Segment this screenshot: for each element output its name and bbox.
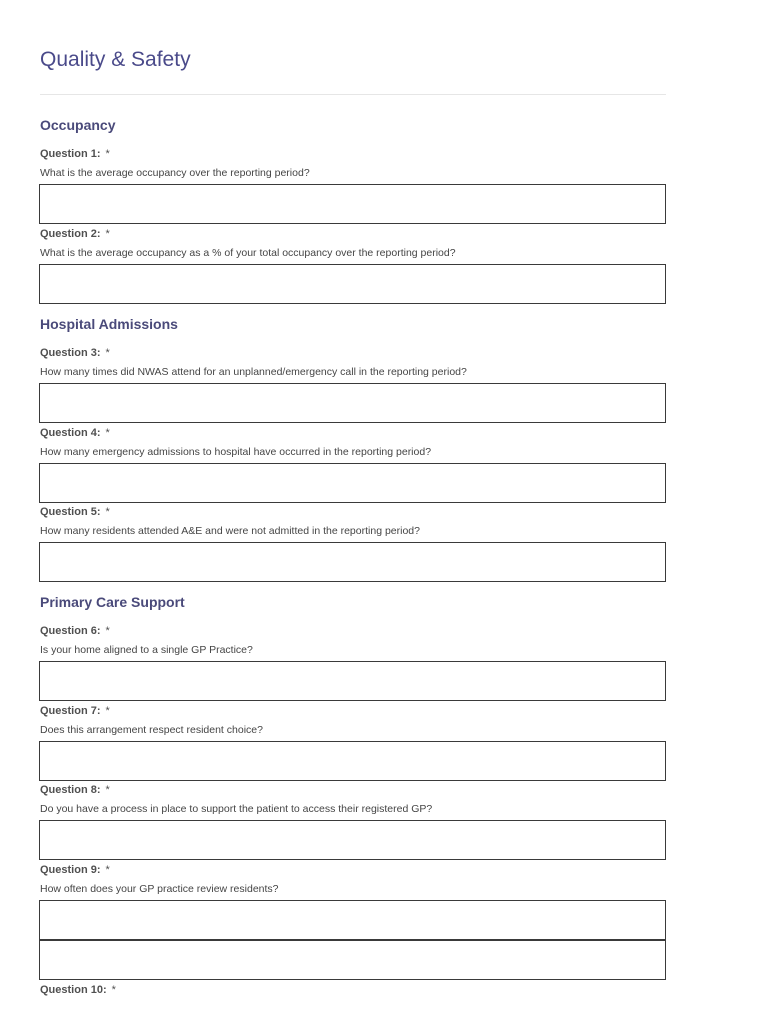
required-marker: * [105,625,110,637]
question-label-text: Question 8: [40,784,101,796]
required-marker: * [105,705,110,717]
question-2-answer-field[interactable] [39,264,666,304]
question-8-answer-field[interactable] [39,820,666,860]
question-7-text: Does this arrangement respect resident choice? [40,724,263,736]
question-label-text: Question 2: [40,228,101,240]
question-1-label [40,148,110,160]
question-3-answer-field[interactable] [39,383,666,423]
question-4-answer-field[interactable] [39,463,666,503]
section-heading-occupancy: Occupancy [40,117,116,133]
question-10-label [40,984,116,996]
question-3-text: How many times did NWAS attend for an unplanned/emergency call in the reporting period? [40,366,467,378]
question-9-text: How often does your GP practice review residents? [40,883,279,895]
section-heading-primary-care-support: Primary Care Support [40,594,185,610]
question-9-answer-field-continued[interactable] [39,940,666,980]
required-marker: * [105,864,110,876]
question-5-answer-field[interactable] [39,542,666,582]
question-9-answer-field[interactable] [39,900,666,940]
required-marker: * [105,427,110,439]
question-6-answer-field[interactable] [39,661,666,701]
question-7-label [40,705,110,717]
required-marker: * [105,506,110,518]
question-label-text: Question 10: [40,984,107,996]
question-8-label [40,784,110,796]
required-marker: * [105,228,110,240]
question-4-label [40,427,110,439]
question-2-label [40,228,110,240]
title-divider [40,94,666,95]
question-label-text: Question 5: [40,506,101,518]
required-marker: * [111,984,116,996]
question-9-label [40,864,110,876]
required-marker: * [105,148,110,160]
question-5-text: How many residents attended A&E and were not admitted in the reporting period? [40,525,420,537]
question-label-text: Question 1: [40,148,101,160]
required-marker: * [105,784,110,796]
section-heading-hospital-admissions: Hospital Admissions [40,316,178,332]
question-6-text: Is your home aligned to a single GP Practice? [40,644,253,656]
question-2-text: What is the average occupancy as a % of your total occupancy over the reporting period? [40,247,456,259]
question-4-text: How many emergency admissions to hospital have occurred in the reporting period? [40,446,432,458]
question-6-label [40,625,110,637]
page-title: Quality & Safety [40,48,191,71]
question-label-text: Question 9: [40,864,101,876]
question-label-text: Question 4: [40,427,101,439]
question-label-text: Question 3: [40,347,101,359]
question-8-text: Do you have a process in place to support the patient to access their registered GP? [40,803,433,815]
question-1-text: What is the average occupancy over the reporting period? [40,167,310,179]
required-marker: * [105,347,110,359]
question-3-label [40,347,110,359]
question-5-label [40,506,110,518]
question-7-answer-field[interactable] [39,741,666,781]
question-label-text: Question 6: [40,625,101,637]
question-1-answer-field[interactable] [39,184,666,224]
question-label-text: Question 7: [40,705,101,717]
